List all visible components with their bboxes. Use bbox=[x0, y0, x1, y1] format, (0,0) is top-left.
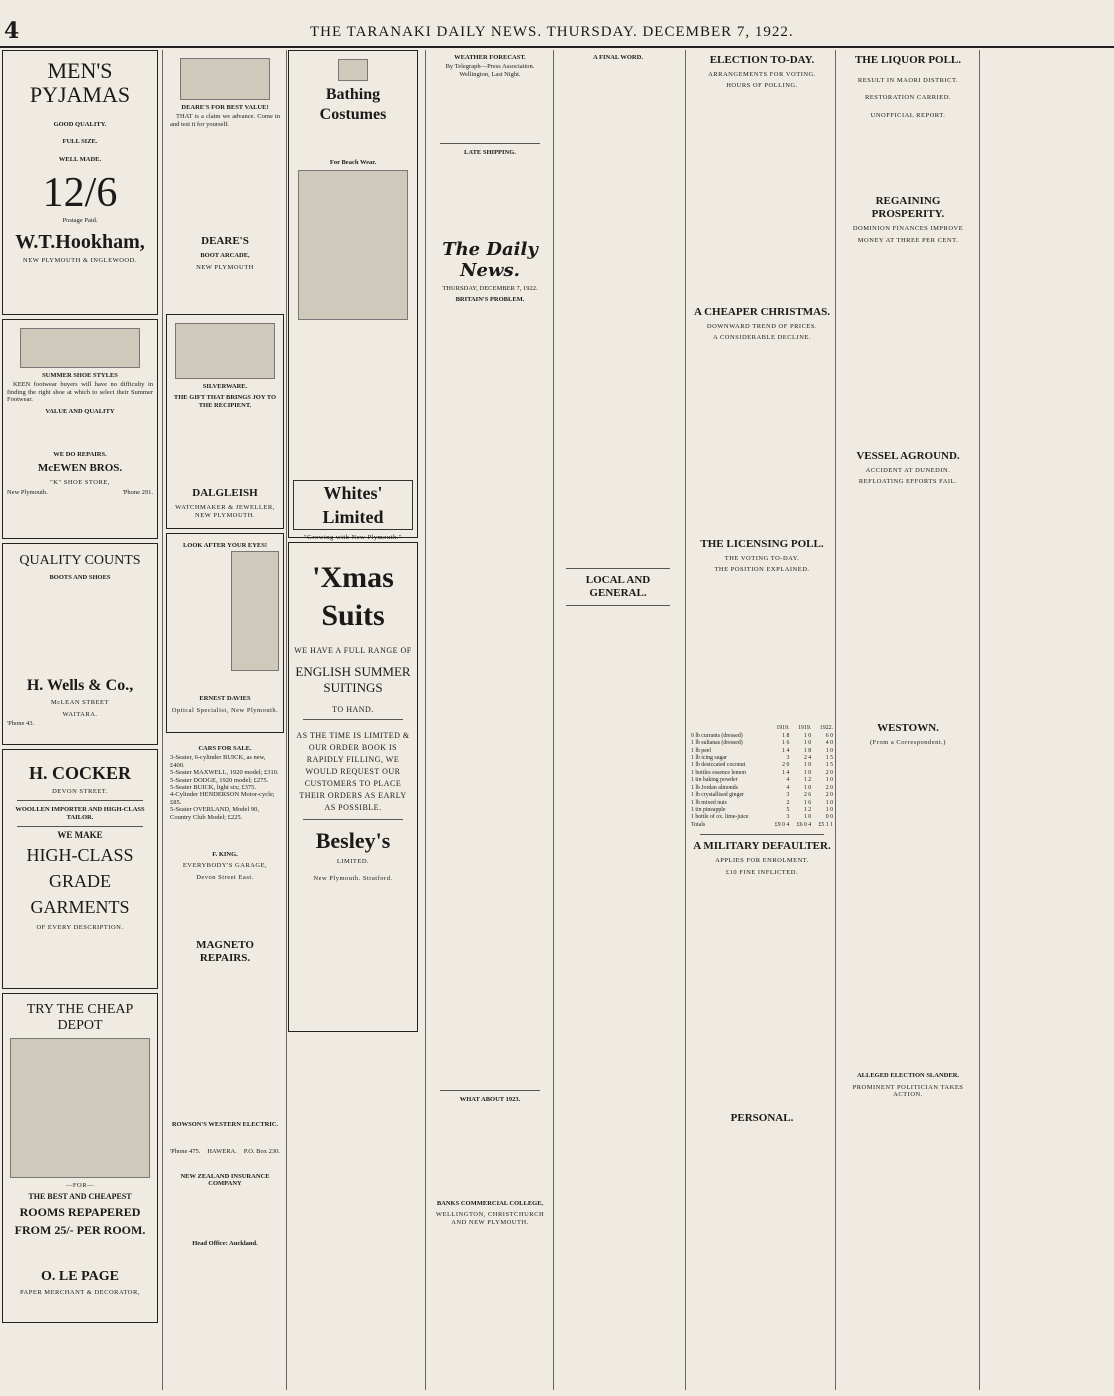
advert-line: FULL SIZE. bbox=[62, 138, 98, 146]
column-2 bbox=[166, 50, 284, 1249]
section-sub: HOURS OF POLLING. bbox=[726, 82, 798, 90]
article-text bbox=[430, 78, 550, 138]
advert-postage: Postage Paid. bbox=[62, 217, 98, 225]
car-item: 5-Seater MAXWELL, 1920 model; £310. bbox=[170, 769, 279, 777]
advert-text bbox=[7, 417, 153, 447]
diver-illustration bbox=[298, 170, 408, 320]
masthead bbox=[0, 18, 1114, 44]
section-heading: A MILITARY DEFAULTER. bbox=[693, 840, 831, 853]
advert-text bbox=[7, 1239, 153, 1265]
column-rule bbox=[425, 50, 426, 1390]
table-row bbox=[690, 800, 834, 807]
article-text bbox=[690, 575, 834, 725]
table-row bbox=[690, 748, 834, 755]
table-header-row bbox=[690, 725, 834, 732]
article-text bbox=[838, 121, 978, 191]
advert-firm: O. LE PAGE bbox=[41, 1268, 119, 1284]
table-header: 1922. bbox=[819, 725, 833, 732]
advert-text bbox=[170, 131, 280, 231]
car-item: 5-Seater DODGE, 1920 model; £275. bbox=[170, 776, 269, 784]
table-row bbox=[690, 814, 834, 821]
table-cell: 1 0 bbox=[803, 762, 812, 769]
section-sub: DOMINION FINANCES IMPROVE bbox=[852, 225, 964, 233]
section-heading: WESTOWN. bbox=[877, 721, 939, 734]
advert-shop: "K" SHOE STORE, bbox=[50, 479, 110, 487]
masthead-title: THE TARANAKI DAILY NEWS. THURSDAY. DECEMBER 7, 1922. bbox=[310, 24, 794, 40]
section-sub: £10 FINE INFLICTED. bbox=[725, 868, 799, 876]
advert-box: P.O. Box 230. bbox=[243, 1148, 280, 1156]
leader-date: THURSDAY, DECEMBER 7, 1922. bbox=[442, 284, 538, 292]
column-rule bbox=[162, 50, 163, 1390]
magneto-advert bbox=[166, 931, 284, 1161]
section-heading: BANKS COMMERCIAL COLLEGE, bbox=[436, 1199, 544, 1207]
car-item: 5-Seater OVERLAND, Model 90, Country Club Model; £225. bbox=[170, 806, 259, 821]
column-rule bbox=[835, 50, 836, 1390]
table-cell: 1 0 bbox=[803, 732, 812, 739]
dateline: Wellington, Last Night. bbox=[459, 70, 521, 78]
table-cell: 1 5 bbox=[825, 755, 833, 762]
section-sub: (From a Correspondent.) bbox=[870, 738, 946, 746]
column-1 bbox=[2, 50, 158, 1327]
table-row bbox=[690, 785, 834, 792]
table-cell: 6 0 bbox=[825, 732, 833, 739]
table-cell: 1 4 bbox=[782, 769, 790, 776]
column-3 bbox=[288, 50, 418, 1036]
page-number: 4 bbox=[4, 18, 20, 44]
advert-text bbox=[293, 127, 413, 155]
section-heading: ELECTION TO-DAY. bbox=[709, 54, 815, 66]
whites-advert bbox=[288, 50, 418, 542]
advert-heading: QUALITY COUNTS bbox=[19, 553, 141, 568]
article-text bbox=[690, 878, 834, 1108]
table-cell: 1 2 bbox=[803, 806, 812, 813]
section-sub: THE VOTING TO-DAY. bbox=[724, 554, 800, 562]
article-text bbox=[838, 748, 978, 1068]
advert-line: GOOD QUALITY. bbox=[53, 121, 107, 128]
advert-price: 12/6 bbox=[42, 170, 118, 217]
column-6 bbox=[690, 50, 834, 1327]
column-5 bbox=[556, 50, 680, 1371]
table-cell: 0 0 bbox=[825, 814, 833, 821]
advert-firm: Whites' Limited bbox=[293, 480, 413, 530]
masthead-rule bbox=[0, 46, 1114, 48]
table-cell: 1 2 bbox=[803, 777, 812, 784]
table-cell: 1 lb crystallised ginger bbox=[691, 792, 744, 799]
table-row bbox=[690, 740, 834, 747]
table-header bbox=[690, 725, 769, 732]
table-cell: 1 bottle of ox. lime-juice bbox=[691, 814, 749, 821]
table-cell: 2 0 bbox=[782, 762, 790, 769]
advert-sub: For Beach Wear. bbox=[329, 159, 377, 166]
table-cell: 1 0 bbox=[803, 784, 812, 791]
advert-town: NEW PLYMOUTH bbox=[196, 263, 254, 271]
table-cell: 5 bbox=[786, 806, 790, 813]
section-sub: A CONSIDERABLE DECLINE. bbox=[713, 334, 811, 342]
table-cell: 0 lb currants (dressed) bbox=[691, 732, 743, 739]
advert-place: New Plymouth. bbox=[7, 488, 48, 496]
besley-advert bbox=[288, 542, 418, 1032]
advert-firm: H. Wells & Co., bbox=[26, 677, 134, 695]
section-sub: MONEY AT THREE PER CENT. bbox=[857, 236, 959, 244]
advert-heading: MAGNETO REPAIRS. bbox=[196, 939, 254, 964]
advert-office: Head Office: Auckland. bbox=[192, 1239, 258, 1247]
table-cell: 1 0 bbox=[825, 799, 833, 806]
section-sub: UNOFFICIAL REPORT. bbox=[870, 111, 946, 119]
advert-sub: SILVERWARE. bbox=[202, 383, 248, 390]
advert-firm: W.T.Hookham, bbox=[15, 230, 145, 253]
figures-illustration bbox=[10, 1038, 150, 1178]
table-cell: 1 6 bbox=[803, 799, 812, 806]
table-row bbox=[690, 777, 834, 784]
article-text bbox=[430, 1106, 550, 1196]
advert-town: New Plymouth. Stratford. bbox=[313, 875, 393, 883]
advert-text bbox=[170, 1190, 280, 1236]
advert-text bbox=[293, 324, 413, 474]
section-heading: LATE SHIPPING. bbox=[464, 149, 516, 157]
mcewen-advert bbox=[2, 319, 158, 539]
advert-sub: VALUE AND QUALITY bbox=[45, 407, 115, 415]
advert-line: OF EVERY DESCRIPTION. bbox=[36, 923, 124, 931]
table-row bbox=[690, 755, 834, 762]
section-sub: ACCIDENT AT DUNEDIN. bbox=[865, 467, 951, 475]
section-heading: PERSONAL. bbox=[730, 1111, 794, 1124]
hookham-advert bbox=[2, 50, 158, 315]
article-text bbox=[430, 305, 550, 1085]
advert-firm: ERNEST DAVIES bbox=[199, 695, 251, 703]
table-cell: 3 bbox=[786, 814, 790, 821]
advert-heading: NEW ZEALAND INSURANCE COMPANY bbox=[180, 1173, 270, 1188]
advert-text bbox=[7, 583, 153, 673]
section-heading: WHAT ABOUT 1923. bbox=[459, 1096, 521, 1104]
advert-street: DEVON STREET. bbox=[52, 788, 108, 795]
column-rule bbox=[979, 50, 980, 1390]
advert-repairs: WE DO REPAIRS. bbox=[53, 451, 107, 459]
advert-line: WE HAVE A FULL RANGE OF bbox=[294, 646, 412, 655]
advert-heading: DEARE'S FOR BEST VALUE! bbox=[181, 104, 269, 111]
section-heading: A FINAL WORD. bbox=[593, 54, 643, 61]
advert-heading: MEN'S PYJAMAS bbox=[29, 58, 131, 107]
table-cell: 1 0 bbox=[803, 769, 812, 776]
table-cell: 1 0 bbox=[803, 740, 812, 747]
article-text bbox=[838, 1100, 978, 1220]
table-row bbox=[690, 792, 834, 799]
table-cell: 2 bbox=[786, 799, 790, 806]
table-cell: 4 0 bbox=[825, 740, 833, 747]
cocker-advert bbox=[2, 749, 158, 989]
advert-heading: 'Xmas bbox=[312, 561, 394, 594]
advert-firm: BOOT ARCADE, bbox=[200, 252, 250, 260]
table-cell: 1 bottles essence lemon bbox=[691, 769, 746, 776]
table-cell: 4 bbox=[786, 777, 790, 784]
table-cell: 1 lb icing sugar bbox=[691, 755, 727, 762]
table-cell: 3 bbox=[786, 792, 790, 799]
table-cell: £6 0 4 bbox=[796, 821, 812, 828]
advert-heading: TRY THE CHEAP DEPOT bbox=[26, 1002, 134, 1033]
table-cell: 1 lb mixed nuts bbox=[691, 799, 727, 806]
table-row bbox=[690, 762, 834, 769]
wb-logo-illustration bbox=[338, 59, 368, 81]
column-rule bbox=[553, 50, 554, 1390]
insurance-advert bbox=[166, 1165, 284, 1245]
section-sub: WELLINGTON, CHRISTCHURCH AND NEW PLYMOUTH. bbox=[435, 1211, 545, 1226]
advert-phone: 'Phone 43. bbox=[7, 720, 35, 728]
wells-advert bbox=[2, 543, 158, 745]
table-cell: 1 0 bbox=[803, 814, 812, 821]
column-rule bbox=[286, 50, 287, 1390]
table-cell: 2 0 bbox=[825, 769, 833, 776]
deare-advert bbox=[166, 50, 284, 310]
advert-sub: EVERYBODY'S GARAGE, bbox=[182, 862, 268, 870]
dalgleish-advert bbox=[166, 314, 284, 529]
advert-rooms: ROOMS REPAPERED bbox=[19, 1204, 141, 1219]
advert-sub: BOOTS AND SHOES bbox=[49, 574, 111, 581]
table-cell: £5 1 1 bbox=[818, 821, 833, 828]
advert-trade: WATCHMAKER & JEWELLER, NEW PLYMOUTH. bbox=[175, 504, 275, 519]
table-cell: 1 lb peel bbox=[691, 747, 711, 754]
section-heading: LOCAL AND GENERAL. bbox=[585, 574, 651, 600]
table-total-row bbox=[690, 822, 834, 829]
advert-line: WE MAKE bbox=[57, 830, 103, 841]
section-sub: REFLOATING EFFORTS FAIL. bbox=[858, 478, 958, 486]
table-cell: 1 lb Jordan almonds bbox=[691, 784, 738, 791]
advert-line: GRADE bbox=[49, 870, 111, 891]
article-text bbox=[690, 1127, 834, 1327]
column-4 bbox=[430, 50, 550, 1228]
article-text bbox=[838, 246, 978, 446]
advert-tagline: "Growing with New Plymouth." bbox=[303, 534, 403, 542]
advert-line: TO HAND. bbox=[332, 705, 374, 715]
column-7 bbox=[838, 50, 978, 1220]
advert-for: —FOR— bbox=[65, 1182, 95, 1189]
car-item: 5-Seater BUICK, light six; £375. bbox=[170, 784, 256, 792]
section-heading: VESSEL AGROUND. bbox=[856, 450, 960, 463]
section-heading: REGAINING PROSPERITY. bbox=[871, 195, 945, 221]
table-cell: 1 4 bbox=[782, 747, 790, 754]
advert-heading: CARS FOR SALE. bbox=[198, 745, 252, 752]
section-heading: A CHEAPER CHRISTMAS. bbox=[694, 305, 830, 318]
shoe-illustration bbox=[180, 58, 270, 100]
table-cell: 1 8 bbox=[803, 747, 812, 754]
silverware-illustration bbox=[175, 323, 275, 379]
table-cell: 1 6 bbox=[782, 740, 790, 747]
advert-line: WELL MADE. bbox=[58, 155, 102, 163]
advert-address: NEW PLYMOUTH & INGLEWOOD. bbox=[23, 256, 137, 264]
advert-firm: H. COCKER bbox=[28, 763, 131, 783]
section-sub: ARRANGEMENTS FOR VOTING. bbox=[708, 71, 816, 78]
advert-text bbox=[170, 1130, 280, 1148]
byline: By Telegraph—Press Association. bbox=[445, 63, 535, 71]
section-heading: THE LICENSING POLL. bbox=[700, 537, 824, 550]
advert-firm: McEWEN BROS. bbox=[37, 462, 123, 475]
spectacled-man-illustration bbox=[231, 551, 279, 671]
section-sub: APPLIES FOR ENROLMENT. bbox=[715, 857, 809, 865]
leader-masthead: The Daily News. bbox=[442, 238, 538, 281]
article-text bbox=[556, 611, 680, 1371]
advert-text bbox=[171, 411, 279, 483]
table-cell: £9 0 4 bbox=[774, 821, 790, 828]
advert-firm: Besley's bbox=[315, 827, 391, 853]
advert-body: THAT is a claim we advance. Come in and test it for yourself. bbox=[170, 113, 280, 128]
advert-firm: ROWSON'S WESTERN ELECTRIC. bbox=[171, 1121, 279, 1128]
advert-firm: F. KING. bbox=[212, 851, 238, 859]
advert-heading: Suits bbox=[321, 599, 385, 632]
advert-town: WAITARA. bbox=[62, 710, 98, 718]
table-cell: 1 tin pineapple bbox=[691, 806, 726, 813]
advert-text bbox=[171, 551, 227, 691]
advert-note: AS THE TIME IS LIMITED & OUR ORDER BOOK IS RAPIDLY FILLING, WE WOULD REQUEST OUR CUSTOMERS TO PLACE THEIR ORDERS AS EARLY AS POSSIBLE. bbox=[296, 730, 410, 812]
advert-heading: LOOK AFTER YOUR EYES! bbox=[182, 542, 268, 549]
section-sub: RESTORATION CARRIED. bbox=[864, 94, 952, 102]
section-heading: BRITAIN'S PROBLEM. bbox=[455, 296, 525, 304]
table-cell: 2 0 bbox=[825, 784, 833, 791]
prices-table bbox=[690, 725, 834, 829]
table-header: 1919. bbox=[776, 725, 790, 732]
advert-text bbox=[170, 967, 280, 1117]
table-cell: 2 4 bbox=[803, 755, 812, 762]
advert-firm: DALGLEISH bbox=[192, 487, 258, 500]
section-heading: WEATHER FORECAST. bbox=[454, 54, 526, 61]
advert-tagline: THE GIFT THAT BRINGS JOY TO THE RECIPIENT. bbox=[173, 394, 277, 409]
section-sub: RESULT IN MAORI DISTRICT. bbox=[857, 77, 959, 84]
advert-heading: Bathing Costumes bbox=[319, 86, 387, 123]
table-cell: 1 lb desiccated coconut bbox=[691, 762, 746, 769]
article-text bbox=[690, 92, 834, 302]
article-text bbox=[556, 63, 680, 563]
advert-firm: DEARE'S bbox=[201, 235, 249, 248]
section-sub: THE POSITION EXPLAINED. bbox=[714, 566, 810, 574]
advert-trade: WOOLLEN IMPORTER AND HIGH-CLASS TAILOR. bbox=[15, 806, 145, 821]
section-sub: PROMINENT POLITICIAN TAKES ACTION. bbox=[852, 1083, 964, 1099]
davies-advert bbox=[166, 533, 284, 733]
section-heading: THE LIQUOR POLL. bbox=[854, 54, 962, 66]
section-sub: DOWNWARD TREND OF PRICES. bbox=[706, 322, 818, 330]
table-cell: Totals bbox=[691, 821, 706, 828]
advert-trade: Optical Specialist, New Plymouth. bbox=[171, 706, 279, 714]
car-item: 3-Seater, 6-cylinder BUICK, as new, £400. bbox=[170, 754, 266, 769]
advert-sub: LIMITED. bbox=[336, 857, 370, 865]
advert-phone: 'Phone 475. bbox=[170, 1148, 201, 1156]
shoes-illustration bbox=[20, 328, 140, 368]
table-cell: 1 0 bbox=[825, 777, 833, 784]
article-text bbox=[430, 159, 550, 229]
table-cell: 1 0 bbox=[825, 747, 833, 754]
article-text bbox=[690, 344, 834, 534]
cars-advert bbox=[166, 737, 284, 927]
advert-phone: 'Phone 291. bbox=[122, 488, 153, 496]
car-item: 4-Cylinder HENDERSON Motor-cycle; £85. bbox=[170, 791, 275, 806]
table-cell: 1 5 bbox=[825, 762, 833, 769]
table-header: 1919. bbox=[798, 725, 812, 732]
table-cell: 2 0 bbox=[825, 792, 833, 799]
advert-line: HIGH-CLASS bbox=[26, 844, 134, 865]
advert-street: McLEAN STREET bbox=[51, 699, 109, 707]
lepage-advert bbox=[2, 993, 158, 1323]
table-cell: 1 8 bbox=[782, 732, 790, 739]
table-cell: 1 lb sultanas (dressed) bbox=[691, 740, 743, 747]
table-cell: 2 6 bbox=[803, 792, 812, 799]
table-cell: 1 0 bbox=[825, 806, 833, 813]
section-heading: ALLEGED ELECTION SLANDER. bbox=[856, 1072, 960, 1080]
table-cell: 4 bbox=[786, 784, 790, 791]
advert-price: FROM 25/- PER ROOM. bbox=[14, 1222, 146, 1237]
column-rule bbox=[685, 50, 686, 1390]
advert-town: HAWERA. bbox=[207, 1148, 237, 1156]
advert-line: GARMENTS bbox=[30, 896, 130, 917]
advert-trade: PAPER MERCHANT & DECORATOR, bbox=[20, 1288, 140, 1296]
table-row bbox=[690, 770, 834, 777]
table-cell: 3 bbox=[786, 755, 790, 762]
article-text bbox=[838, 488, 978, 718]
advert-body: KEEN footwear buyers will have no difficulty in finding the right shoe at which to select their Summer Footwear. bbox=[7, 381, 153, 404]
table-cell: 1 tin baking powder bbox=[691, 777, 738, 784]
advert-street: Devon Street East. bbox=[196, 873, 254, 881]
advert-best: THE BEST AND CHEAPEST bbox=[28, 1192, 132, 1202]
advert-heading: SUMMER SHOE STYLES bbox=[42, 372, 118, 379]
advert-line: ENGLISH SUMMER SUITINGS bbox=[295, 664, 411, 696]
